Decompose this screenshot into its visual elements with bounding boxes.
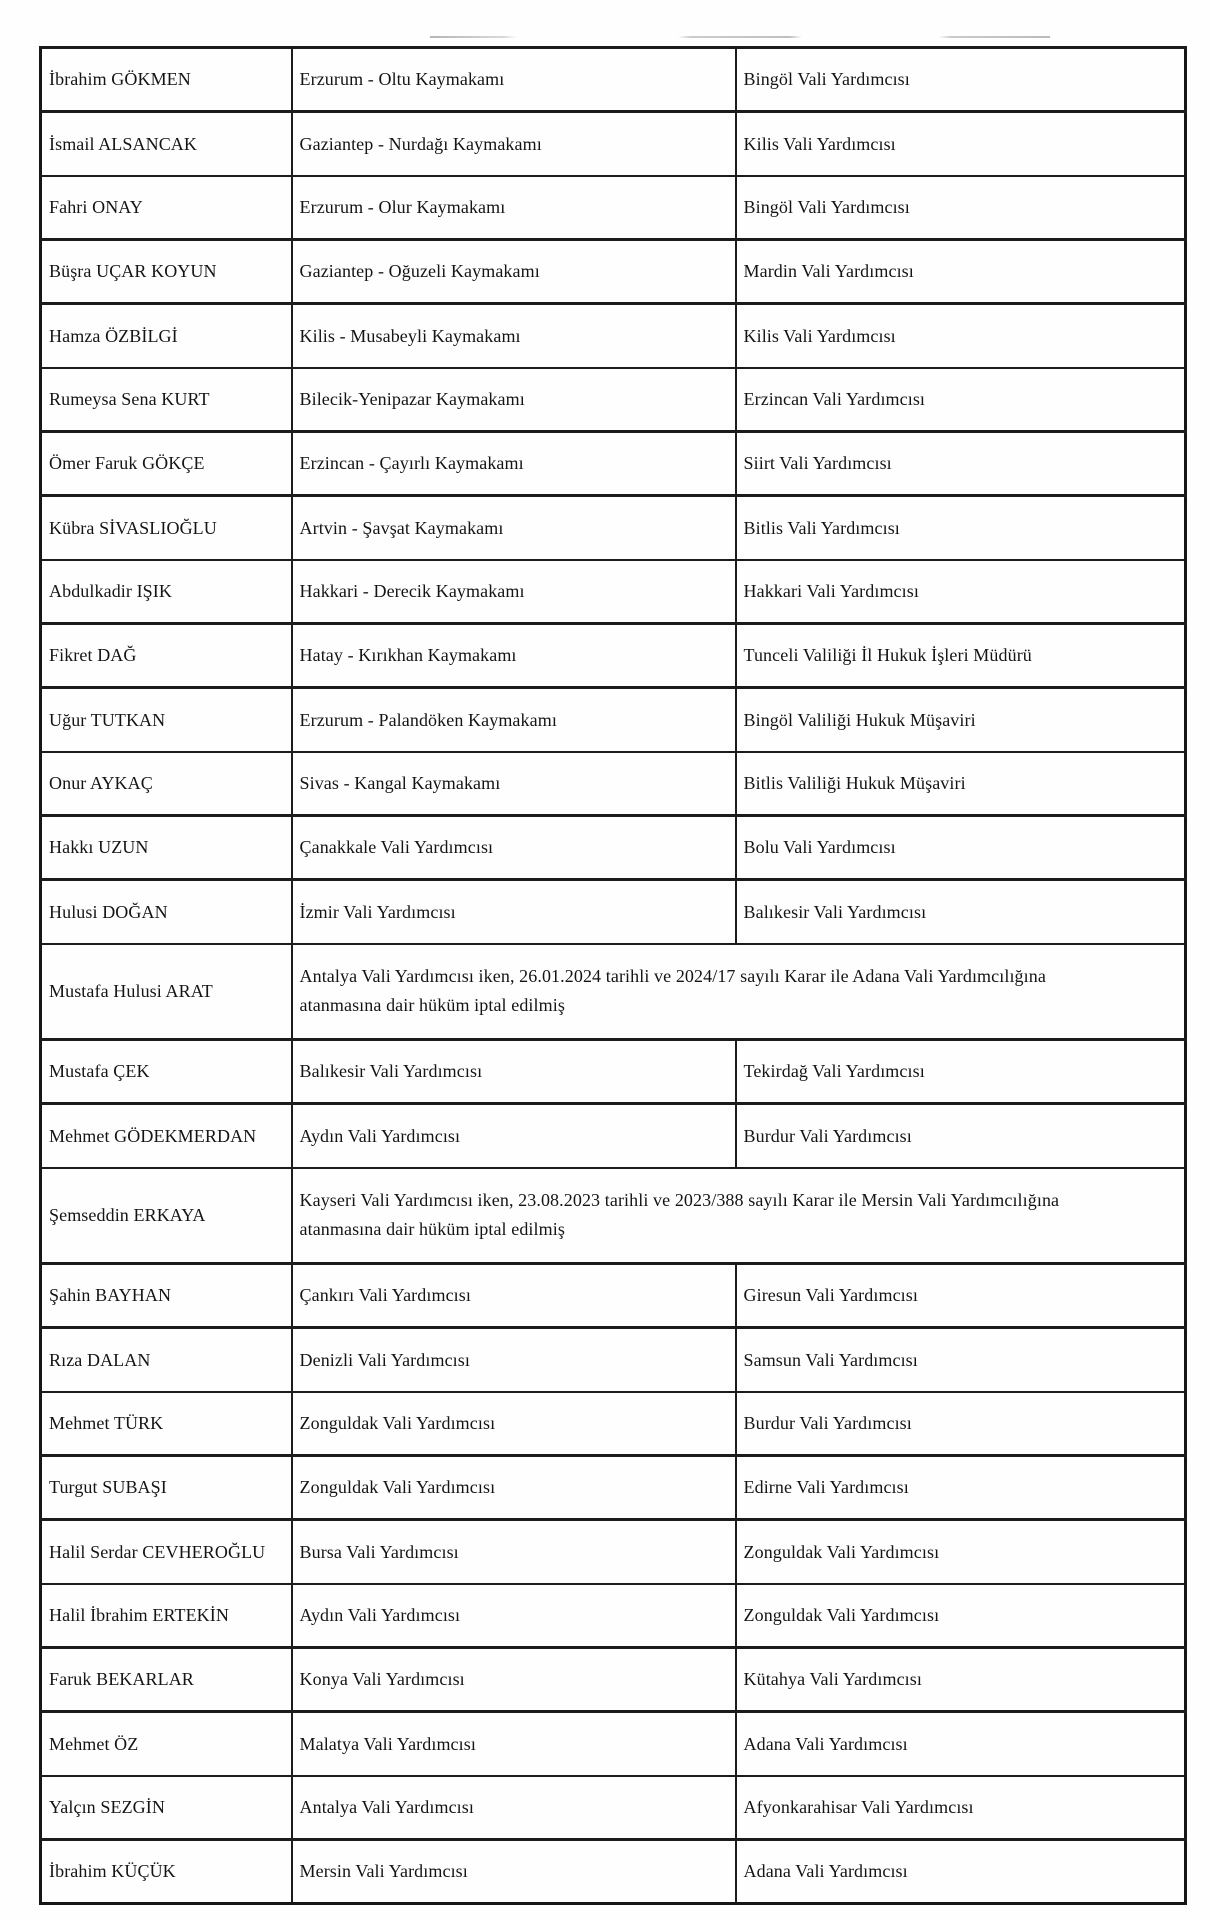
new-position: Giresun Vali Yardımcısı [736,1264,1186,1328]
official-name: Hakkı UZUN [41,816,292,880]
previous-position: Sivas - Kangal Kaymakamı [292,752,736,816]
table-row [41,176,1186,240]
table-row [41,1392,1186,1456]
table-row [41,368,1186,432]
previous-position: Zonguldak Vali Yardımcısı [292,1456,736,1520]
official-name: Rıza DALAN [41,1328,292,1392]
official-name: Büşra UÇAR KOYUN [41,240,292,304]
table-row [41,1712,1186,1776]
table-row [41,432,1186,496]
official-name: Ömer Faruk GÖKÇE [41,432,292,496]
previous-position: Balıkesir Vali Yardımcısı [292,1040,736,1104]
table-row [41,1456,1186,1520]
table-row [41,1840,1186,1904]
official-name: Mustafa ÇEK [41,1040,292,1104]
official-name: Mustafa Hulusi ARAT [41,944,292,1040]
table-row [41,304,1186,368]
new-position: Kilis Vali Yardımcısı [736,112,1186,176]
official-name: Rumeysa Sena KURT [41,368,292,432]
table-row [41,1776,1186,1840]
new-position: Bingöl Vali Yardımcısı [736,48,1186,112]
table-row [41,1264,1186,1328]
new-position: Bingöl Valiliği Hukuk Müşaviri [736,688,1186,752]
table-row [41,1104,1186,1168]
table-row [41,752,1186,816]
cancellation-note: Kayseri Vali Yardımcısı iken, 23.08.2023 tarihli ve 2023/388 sayılı Karar ile Mersin Vali Yardımcılığına atanmasına dair hüküm iptal edilmiş [292,1168,1186,1264]
new-position: Siirt Vali Yardımcısı [736,432,1186,496]
table-row [41,496,1186,560]
previous-position: Kilis - Musabeyli Kaymakamı [292,304,736,368]
official-name: Mehmet ÖZ [41,1712,292,1776]
table-row [41,816,1186,880]
new-position: Kilis Vali Yardımcısı [736,304,1186,368]
previous-position: Erzincan - Çayırlı Kaymakamı [292,432,736,496]
official-name: İbrahim KÜÇÜK [41,1840,292,1904]
new-position: Kütahya Vali Yardımcısı [736,1648,1186,1712]
official-name: Halil Serdar CEVHEROĞLU [41,1520,292,1584]
new-position: Afyonkarahisar Vali Yardımcısı [736,1776,1186,1840]
new-position: Balıkesir Vali Yardımcısı [736,880,1186,944]
new-position: Adana Vali Yardımcısı [736,1840,1186,1904]
previous-position: Erzurum - Palandöken Kaymakamı [292,688,736,752]
new-position: Tekirdağ Vali Yardımcısı [736,1040,1186,1104]
previous-position: Aydın Vali Yardımcısı [292,1584,736,1648]
official-name: Fikret DAĞ [41,624,292,688]
table-row [41,48,1186,112]
table-row [41,1328,1186,1392]
appointments-table [39,46,1187,1905]
new-position: Erzincan Vali Yardımcısı [736,368,1186,432]
previous-position: Bursa Vali Yardımcısı [292,1520,736,1584]
official-name: Fahri ONAY [41,176,292,240]
previous-position: Gaziantep - Oğuzeli Kaymakamı [292,240,736,304]
official-name: Kübra SİVASLIOĞLU [41,496,292,560]
official-name: Uğur TUTKAN [41,688,292,752]
official-name: Turgut SUBAŞI [41,1456,292,1520]
new-position: Zonguldak Vali Yardımcısı [736,1520,1186,1584]
table-row-merged-note [41,944,1186,1040]
table-row [41,560,1186,624]
previous-position: Zonguldak Vali Yardımcısı [292,1392,736,1456]
table-row [41,1040,1186,1104]
previous-position: Erzurum - Oltu Kaymakamı [292,48,736,112]
new-position: Samsun Vali Yardımcısı [736,1328,1186,1392]
scan-artifact-line [430,36,1050,38]
table-row [41,624,1186,688]
table-row [41,880,1186,944]
table-row [41,688,1186,752]
official-name: Hamza ÖZBİLGİ [41,304,292,368]
official-name: Onur AYKAÇ [41,752,292,816]
official-name: Yalçın SEZGİN [41,1776,292,1840]
cancellation-note: Antalya Vali Yardımcısı iken, 26.01.2024 tarihli ve 2024/17 sayılı Karar ile Adana Vali Yardımcılığına atanmasına dair hüküm iptal edilmiş [292,944,1186,1040]
previous-position: Hatay - Kırıkhan Kaymakamı [292,624,736,688]
previous-position: İzmir Vali Yardımcısı [292,880,736,944]
new-position: Burdur Vali Yardımcısı [736,1104,1186,1168]
official-name: Faruk BEKARLAR [41,1648,292,1712]
previous-position: Konya Vali Yardımcısı [292,1648,736,1712]
official-name: İbrahim GÖKMEN [41,48,292,112]
new-position: Zonguldak Vali Yardımcısı [736,1584,1186,1648]
previous-position: Antalya Vali Yardımcısı [292,1776,736,1840]
previous-position: Aydın Vali Yardımcısı [292,1104,736,1168]
official-name: Halil İbrahim ERTEKİN [41,1584,292,1648]
new-position: Bolu Vali Yardımcısı [736,816,1186,880]
previous-position: Denizli Vali Yardımcısı [292,1328,736,1392]
new-position: Adana Vali Yardımcısı [736,1712,1186,1776]
official-name: Hulusi DOĞAN [41,880,292,944]
previous-position: Hakkari - Derecik Kaymakamı [292,560,736,624]
table-row [41,1520,1186,1584]
official-name: Şahin BAYHAN [41,1264,292,1328]
table-row-merged-note [41,1168,1186,1264]
previous-position: Erzurum - Olur Kaymakamı [292,176,736,240]
official-name: İsmail ALSANCAK [41,112,292,176]
table-row [41,1584,1186,1648]
previous-position: Bilecik-Yenipazar Kaymakamı [292,368,736,432]
new-position: Bitlis Vali Yardımcısı [736,496,1186,560]
previous-position: Mersin Vali Yardımcısı [292,1840,736,1904]
previous-position: Çanakkale Vali Yardımcısı [292,816,736,880]
previous-position: Malatya Vali Yardımcısı [292,1712,736,1776]
new-position: Hakkari Vali Yardımcısı [736,560,1186,624]
official-name: Mehmet GÖDEKMERDAN [41,1104,292,1168]
new-position: Bingöl Vali Yardımcısı [736,176,1186,240]
new-position: Edirne Vali Yardımcısı [736,1456,1186,1520]
official-name: Şemseddin ERKAYA [41,1168,292,1264]
new-position: Tunceli Valiliği İl Hukuk İşleri Müdürü [736,624,1186,688]
official-name: Abdulkadir IŞIK [41,560,292,624]
new-position: Bitlis Valiliği Hukuk Müşaviri [736,752,1186,816]
previous-position: Çankırı Vali Yardımcısı [292,1264,736,1328]
table-row [41,112,1186,176]
new-position: Burdur Vali Yardımcısı [736,1392,1186,1456]
previous-position: Artvin - Şavşat Kaymakamı [292,496,736,560]
table-row [41,1648,1186,1712]
official-name: Mehmet TÜRK [41,1392,292,1456]
previous-position: Gaziantep - Nurdağı Kaymakamı [292,112,736,176]
new-position: Mardin Vali Yardımcısı [736,240,1186,304]
table-row [41,240,1186,304]
